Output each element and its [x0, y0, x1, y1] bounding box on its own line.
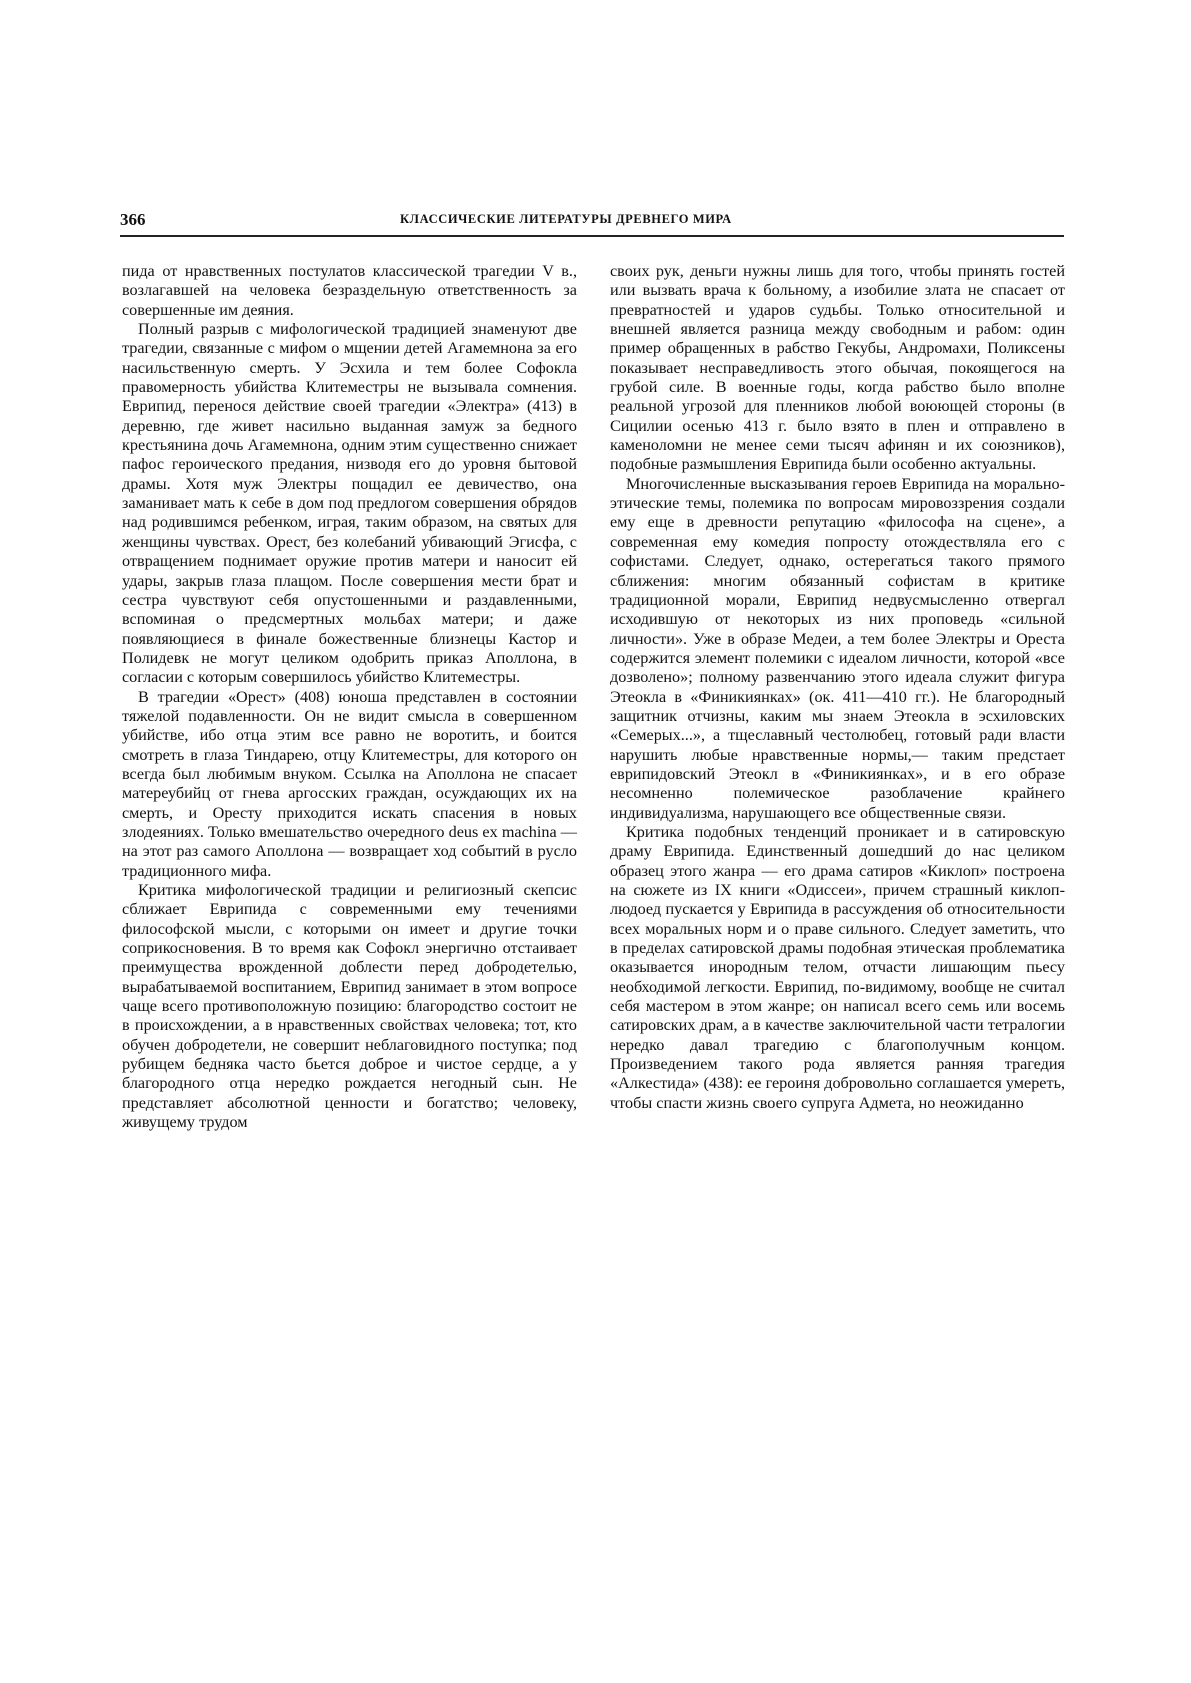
header-rule — [120, 235, 1064, 237]
paragraph: Полный разрыв с мифологической традицией знаменуют две трагедии, связанные с мифом о мщении детей Агамемнона за его насильственную смерть. У Эсхила и тем более Софокла правомерность убийства Клитеместры не вызывала сомнения. Еврипид, перенося действие своей трагедии «Электра» (413) в деревню, где живет насильно выданная замуж за бедного крестьянина дочь Агамемнона, одним этим существенно снижает пафос героического предания, низводя его до уровня бытовой драмы. Хотя муж Электры пощадил ее девичество, она заманивает мать к себе в дом под предлогом совершения обрядов над родившимся ребенком, играя, таким образом, на святых для женщины чувствах. Орест, без колебаний убивающий Эгисфа, с отвращением поднимает оружие против матери и наносит ей удары, закрыв глаза плащом. После совершения мести брат и сестра чувствуют себя опустошенными и раздавленными, вспоминая о предсмертных мольбах матери; и даже появляющиеся в финале божественные близнецы Кастор и Полидевк не могут целиком одобрить приказ Аполлона, в согласии с которым совершилось убийство Клитеместры. — [122, 320, 577, 687]
paragraph: В трагедии «Орест» (408) юноша представлен в состоянии тяжелой подавленности. Он не видит смысла в совершенном убийстве, ибо отца этим все равно не воротить, и боится смотреть в глаза Тиндарею, отцу Клитеместры, для которого он всегда был любимым внуком. Ссылка на Аполлона не спасает матереубийц от гнева аргосских граждан, осуждающих их на смерть, и Оресту приходится искать спасения в новых злодеяниях. Только вмешательство очередного deus ex machina — на этот раз самого Аполлона — возвращает ход событий в русло традиционного мифа. — [122, 687, 577, 880]
running-title: КЛАССИЧЕСКИЕ ЛИТЕРАТУРЫ ДРЕВНЕГО МИРА — [400, 212, 732, 226]
running-head — [120, 210, 1064, 232]
paragraph: пида от нравственных постулатов классической трагедии V в., возлагавшей на человека безраздельную ответственность за совершенные им деяния. — [122, 262, 577, 319]
paragraph: своих рук, деньги нужны лишь для того, чтобы принять гостей или вызвать врача к больному, а изобилие злата не спасает от превратностей и ударов судьбы. Только относительной и внешней является разница между свободным и рабом: один пример обращенных в рабство Гекубы, Андромахи, Поликсены показывает несправедливость этого обычая, покоящегося на грубой силе. В военные годы, когда рабство было вполне реальной угрозой для пленников любой воюющей стороны (в Сицилии осенью 413 г. было взято в плен и отправлено в каменоломни не менее семи тысяч афинян и их союзников), подобные размышления Еврипида были особенно актуальны. — [610, 262, 1065, 474]
left-column — [122, 262, 577, 1132]
paragraph: Критика мифологической традиции и религиозный скепсис сближает Еврипида с современными ему течениями философской мысли, с которыми он имеет и другие точки соприкосновения. В то время как Софокл энергично отстаивает преимущества врожденной доблести перед добродетелью, вырабатываемой воспитанием, Еврипид занимает в этом вопросе чаще всего противоположную позицию: благородство состоит не в происхождении, а в нравственных свойствах человека; тот, кто обучен добродетели, не совершит неблаговидного поступка; под рубищем бедняка часто бьется доброе и чистое сердце, а у благородного отца нередко рождается негодный сын. Не представляет абсолютной ценности и богатство; человеку, живущему трудом — [122, 881, 577, 1132]
paragraph: Критика подобных тенденций проникает и в сатировскую драму Еврипида. Единственный дошедший до нас целиком образец этого жанра — его драма сатиров «Киклоп» построена на сюжете из IX книги «Одиссеи», причем страшный киклоп-людоед пускается у Еврипида в рассуждения об относительности всех моральных норм и о праве сильного. Следует заметить, что в пределах сатировской драмы подобная этическая проблематика оказывается инородным телом, отчасти лишающим пьесу необходимой легкости. Еврипид, по-видимому, вообще не считал себя мастером в этом жанре; он написал всего семь или восемь сатировских драм, а в качестве заключительной части тетралогии нередко давал трагедию с благополучным концом. Произведением такого рода является ранняя трагедия «Алкестида» (438): ее героиня добровольно соглашается умереть, чтобы спасти жизнь своего супруга Адмета, но неожиданно — [610, 822, 1065, 1112]
page-number: 366 — [120, 210, 146, 229]
right-column — [610, 262, 1065, 1113]
paragraph: Многочисленные высказывания героев Еврипида на морально-этические темы, полемика по вопросам мировоззрения создали ему еще в древности репутацию «философа на сцене», а современная ему комедия попросту отождествляла его с софистами. Следует, однако, остерегаться такого прямого сближения: многим обязанный софистам в критике традиционной морали, Еврипид недвусмысленно отвергал исходившую от некоторых из них проповедь «сильной личности». Уже в образе Медеи, а тем более Электры и Ореста содержится элемент полемики с идеалом личности, которой «все дозволено»; полному развенчанию этого идеала служит фигура Этеокла в «Финикиянках» (ок. 411—410 гг.). Не благородный защитник отчизны, каким мы знаем Этеокла в эсхиловских «Семерых...», а тщеславный честолюбец, готовый ради власти нарушить любые нравственные нормы,— таким предстает еврипидовский Этеокл в «Финикиянках», и в его образе несомненно полемическое разоблачение крайнего индивидуализма, нарушающего все общественные связи. — [610, 474, 1065, 822]
